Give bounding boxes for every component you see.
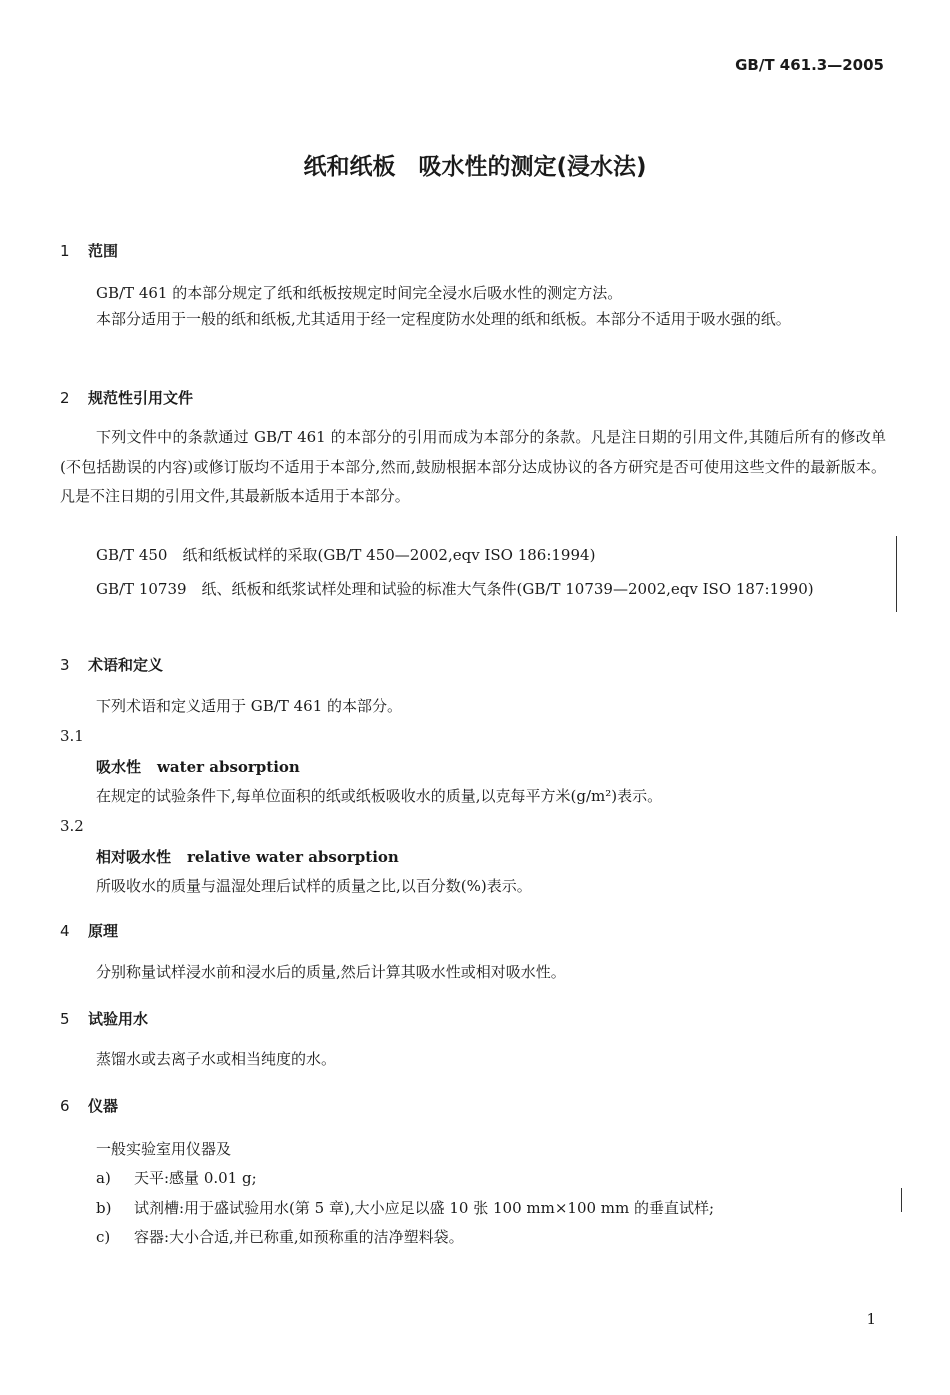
principle-text: 分别称量试样浸水前和浸水后的质量,然后计算其吸水性或相对吸水性。 xyxy=(96,963,566,981)
apparatus-item xyxy=(96,1167,257,1188)
term-en: relative water absorption xyxy=(187,848,399,866)
item-label: b) xyxy=(96,1199,112,1217)
standard-number: GB/T 461.3—2005 xyxy=(735,56,884,74)
apparatus-item xyxy=(96,1226,464,1247)
term-number: 3.1 xyxy=(60,727,84,745)
section-title: 范围 xyxy=(88,242,119,260)
section-number: 1 xyxy=(60,242,70,260)
section-title: 试验用水 xyxy=(88,1010,149,1028)
references-intro: 下列文件中的条款通过 GB/T 461 的本部分的引用而成为本部分的条款。凡是注日期的引用文件,其随后所有的修改单(不包括勘误的内容)或修订版均不适用于本部分,然而,鼓励根据本部分达成协议的各方研究是否可使用这些文件的最新版本。凡是不注日期的引用文件,其最新版本适用于本部分。 xyxy=(60,428,886,505)
scope-paragraph-2: 本部分适用于一般的纸和纸板,尤其适用于经一定程度防水处理的纸和纸板。本部分不适用于吸水强的纸。 xyxy=(96,310,791,328)
item-text: 天平:感量 0.01 g; xyxy=(134,1169,257,1187)
item-text: 容器:大小合适,并已称重,如预称重的洁净塑料袋。 xyxy=(134,1228,464,1246)
term-relative-water-absorption xyxy=(96,846,399,867)
section-4-heading xyxy=(60,920,118,941)
reference-gbt10739: GB/T 10739 纸、纸板和纸浆试样处理和试验的标准大气条件(GB/T 10739—2002,eqv ISO 187:1990) xyxy=(96,580,814,598)
document-title: 纸和纸板 吸水性的测定(浸水法) xyxy=(303,154,647,180)
term-zh: 吸水性 xyxy=(96,758,142,776)
section-number: 5 xyxy=(60,1010,70,1028)
reference-gbt450: GB/T 450 纸和纸板试样的采取(GB/T 450—2002,eqv ISO 186:1994) xyxy=(96,546,596,564)
apparatus-item xyxy=(96,1197,714,1218)
section-6-heading xyxy=(60,1095,118,1116)
section-number: 2 xyxy=(60,389,70,407)
term-en: water absorption xyxy=(157,758,300,776)
section-title: 术语和定义 xyxy=(88,656,164,674)
water-text: 蒸馏水或去离子水或相当纯度的水。 xyxy=(96,1050,337,1068)
item-label: a) xyxy=(96,1169,111,1187)
section-number: 4 xyxy=(60,922,70,940)
terms-intro: 下列术语和定义适用于 GB/T 461 的本部分。 xyxy=(96,697,403,715)
section-5-heading xyxy=(60,1008,148,1029)
section-title: 规范性引用文件 xyxy=(88,389,194,407)
item-label: c) xyxy=(96,1228,111,1246)
term-number: 3.2 xyxy=(60,817,84,835)
term-definition: 所吸收水的质量与温湿处理后试样的质量之比,以百分数(%)表示。 xyxy=(96,877,532,895)
term-definition: 在规定的试验条件下,每单位面积的纸或纸板吸收水的质量,以克每平方米(g/m²)表示。 xyxy=(96,787,663,805)
scope-paragraph-1: GB/T 461 的本部分规定了纸和纸板按规定时间完全浸水后吸水性的测定方法。 xyxy=(96,284,623,302)
section-number: 6 xyxy=(60,1097,70,1115)
section-1-heading xyxy=(60,240,118,261)
term-zh: 相对吸水性 xyxy=(96,848,172,866)
section-3-heading xyxy=(60,654,163,675)
apparatus-intro: 一般实验室用仪器及 xyxy=(96,1140,232,1158)
section-number: 3 xyxy=(60,656,70,674)
item-text: 试剂槽:用于盛试验用水(第 5 章),大小应足以盛 10 张 100 mm×100 mm 的垂直试样; xyxy=(134,1199,715,1217)
page-number: 1 xyxy=(866,1310,876,1328)
term-water-absorption xyxy=(96,756,300,777)
change-bar xyxy=(896,536,897,612)
section-2-heading xyxy=(60,387,193,408)
section-title: 仪器 xyxy=(88,1097,119,1115)
change-bar xyxy=(901,1188,902,1212)
section-title: 原理 xyxy=(88,922,119,940)
